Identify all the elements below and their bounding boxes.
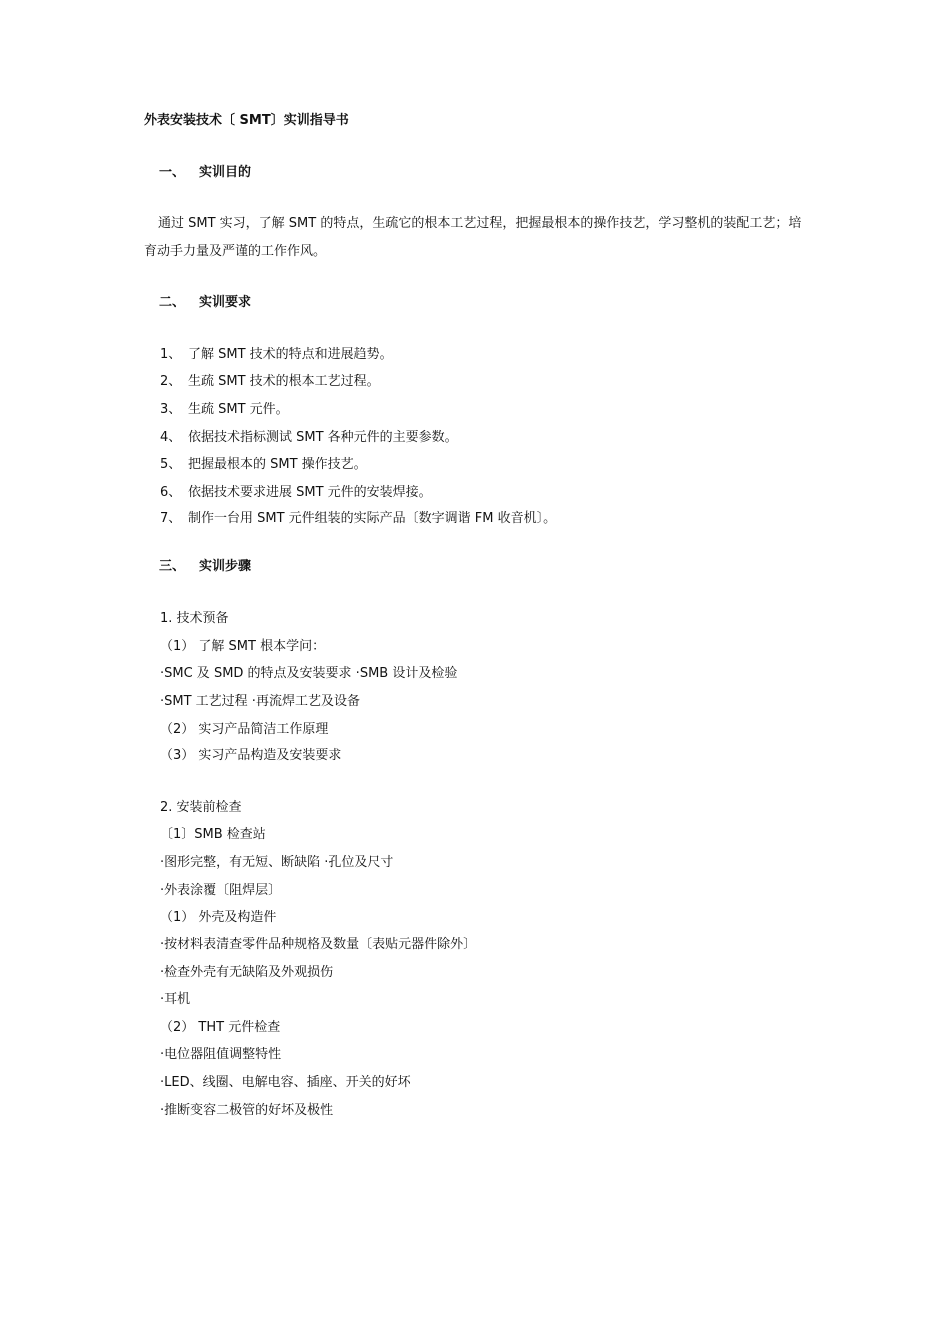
list-text: 把握最根本的 SMT 操作技艺。	[188, 457, 367, 472]
document-title: 外表安装技术〔 SMT〕实训指导书	[144, 113, 349, 128]
step-line: （2） 实习产品简洁工作原理	[160, 722, 329, 737]
step-line: ·电位器阻值调整特性	[160, 1047, 282, 1062]
list-item	[160, 429, 458, 447]
section-title: 实训目的	[199, 165, 252, 180]
list-number: 7、	[160, 511, 182, 526]
section-heading-requirements	[159, 294, 251, 312]
list-item	[160, 346, 393, 364]
step-line: ·按材料表清查零件品种规格及数量〔表贴元器件除外〕	[160, 937, 477, 952]
step-line: ·SMC 及 SMD 的特点及安装要求 ·SMB 设计及检验	[160, 666, 458, 681]
step-line: ·推断变容二极管的好坏及极性	[160, 1103, 334, 1118]
step-line: 1. 技术预备	[160, 611, 229, 626]
list-text: 了解 SMT 技术的特点和进展趋势。	[188, 347, 393, 362]
list-text: 依据技术指标测试 SMT 各种元件的主要参数。	[188, 430, 458, 445]
section-heading-steps	[159, 558, 251, 576]
list-item	[160, 510, 556, 528]
step-line: ·LED、线圈、电解电容、插座、开关的好坏	[160, 1075, 411, 1090]
step-line: ·外表涂覆〔阻焊层〕	[160, 883, 282, 898]
list-item	[160, 373, 380, 391]
step-line: ·SMT 工艺过程 ·再流焊工艺及设备	[160, 694, 360, 709]
step-line: 2. 安装前检查	[160, 800, 242, 815]
list-number: 2、	[160, 374, 182, 389]
step-line: ·检查外壳有无缺陷及外观损伤	[160, 965, 334, 980]
section-number: 一、	[159, 165, 186, 180]
step-line: 〔1〕SMB 检查站	[160, 827, 266, 842]
list-number: 1、	[160, 347, 182, 362]
step-line: （2） THT 元件检查	[160, 1020, 281, 1035]
list-text: 生疏 SMT 元件。	[188, 402, 289, 417]
section-heading-objective	[159, 164, 251, 182]
list-item	[160, 456, 367, 474]
list-item	[160, 401, 289, 419]
list-text: 依据技术要求进展 SMT 元件的安装焊接。	[188, 485, 432, 500]
step-line: （1） 了解 SMT 根本学问：	[160, 639, 326, 654]
list-number: 5、	[160, 457, 182, 472]
list-number: 6、	[160, 485, 182, 500]
list-number: 3、	[160, 402, 182, 417]
step-line: ·图形完整，有无短、断缺陷 ·孔位及尺寸	[160, 855, 394, 870]
objective-paragraph: 通过 SMT 实习，了解 SMT 的特点，生疏它的根本工艺过程，把握最根本的操作技艺，学习整机的装配工艺；培育动手力量及严谨的工作作风。	[144, 216, 802, 259]
step-line: ·耳机	[160, 992, 191, 1007]
list-text: 制作一台用 SMT 元件组装的实际产品〔数字调谐 FM 收音机〕。	[188, 511, 557, 526]
list-number: 4、	[160, 430, 182, 445]
step-line: （1） 外壳及构造件	[160, 910, 277, 925]
section-title: 实训要求	[199, 295, 252, 310]
section-number: 二、	[159, 295, 186, 310]
section-title: 实训步骤	[199, 559, 252, 574]
section-number: 三、	[159, 559, 186, 574]
step-line: （3） 实习产品构造及安装要求	[160, 748, 342, 763]
list-text: 生疏 SMT 技术的根本工艺过程。	[188, 374, 380, 389]
list-item	[160, 484, 432, 502]
